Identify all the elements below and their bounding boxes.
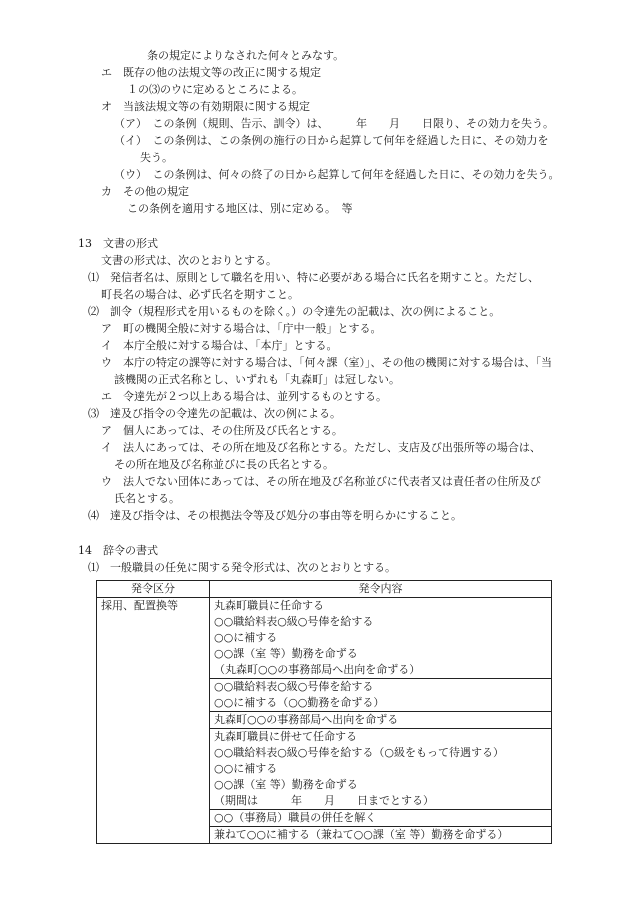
- content-line: 丸森町○○の事務部局へ出向を命ずる: [214, 713, 399, 726]
- text-line: その所在地及び名称並びに長の氏名とする。: [114, 458, 334, 471]
- text-line: 氏名とする。: [114, 492, 180, 505]
- text-line: ⑴ 一般職員の任免に関する発令形式は、次のとおりとする。: [88, 561, 396, 574]
- text-line: ウ 本庁の特定の課等に対する場合は、「何々課（室）」、その他の機関に対する場合は、「当: [101, 356, 552, 369]
- text-line: （ウ） この条例は、何々の終了の日から起算して何年を経過した日に、その効力を失う。: [114, 168, 560, 181]
- text-line: （ア） この条例（規則、告示、訓令）は、 年 月 日限り、その効力を失う。: [114, 117, 554, 130]
- text-line: ア 個人にあっては、その住所及び氏名とする。: [101, 424, 343, 437]
- section-heading-14: 14 辞令の書式: [78, 544, 158, 557]
- text-line: 失う。: [140, 151, 173, 164]
- text-line: 文書の形式は、次のとおりとする。: [101, 254, 277, 267]
- column-header: 発令内容: [210, 581, 552, 598]
- content-line: ○○職給料表○級○号俸を給する: [214, 615, 374, 628]
- content-cell: [210, 679, 552, 712]
- content-line: （期間は 年 月 日までとする）: [214, 794, 434, 807]
- appointment-table: [96, 580, 552, 844]
- text-line: この条例を適用する地区は、別に定める。 等: [127, 202, 353, 215]
- text-line: 条の規定によりなされた何々とみなす。: [147, 49, 345, 62]
- content-line: 丸森町職員に任命する: [214, 599, 324, 612]
- section-heading-13: 13 文書の形式: [78, 237, 158, 250]
- category-cell: 採用、配置換等: [97, 598, 210, 844]
- heading-e: エ 既存の他の法規文等の改正に関する規定: [101, 66, 321, 79]
- text-line: エ 令達先が２つ以上ある場合は、並列するものとする。: [101, 390, 387, 403]
- content-cell: [210, 827, 552, 844]
- content-cell: [210, 598, 552, 679]
- text-line: ⑵ 訓令（規程形式を用いるものを除く。）の令達先の記載は、次の例によること。: [88, 305, 501, 318]
- content-line: ○○（事務局）職員の併任を解く: [214, 811, 377, 824]
- content-cell: [210, 712, 552, 729]
- content-line: 丸森町職員に併せて任命する: [214, 730, 357, 743]
- text-line: 該機関の正式名称とし、いずれも「丸森町」は冠しない。: [114, 373, 400, 386]
- content-line: ○○に補する: [214, 631, 278, 644]
- text-line: ⑷ 達及び指令は、その根拠法令等及び処分の事由等を明らかにすること。: [88, 509, 462, 522]
- text-line: １の⑶のウに定めるところによる。: [127, 83, 303, 96]
- text-line: ア 町の機関全般に対する場合は、「庁中一般」とする。: [101, 322, 382, 335]
- text-line: （イ） この条例は、この条例の施行の日から起算して何年を経過した日に、その効力を: [114, 134, 549, 147]
- content-line: ○○職給料表○級○号俸を給する（○級をもって待遇する）: [214, 746, 504, 759]
- content-line: 兼ねて○○に補する（兼ねて○○課（室 等）勤務を命ずる）: [214, 828, 509, 841]
- column-header: 発令区分: [97, 581, 210, 598]
- table-row: [97, 598, 552, 679]
- content-cell: [210, 729, 552, 810]
- text-line: ⑴ 発信者名は、原則として職名を用い、特に必要がある場合に氏名を期すこと。ただし、: [88, 271, 539, 284]
- text-line: イ 法人にあっては、その所在地及び名称とする。ただし、支店及び出張所等の場合は、: [101, 441, 541, 454]
- content-line: ○○課（室 等）勤務を命ずる: [214, 778, 358, 791]
- text-line: イ 本庁全般に対する場合は、「本庁」とする。: [101, 339, 338, 352]
- content-line: ○○課（室 等）勤務を命ずる: [214, 647, 358, 660]
- content-cell: [210, 810, 552, 827]
- content-line: ○○に補する（○○勤務を命ずる）: [214, 696, 385, 709]
- text-line: ウ 法人でない団体にあっては、その所在地及び名称並びに代表者又は責任者の住所及び: [101, 475, 541, 488]
- text-line: 町長名の場合は、必ず氏名を期すこと。: [101, 288, 299, 301]
- heading-ka: カ その他の規定: [101, 185, 189, 198]
- content-line: ○○に補する: [214, 762, 278, 775]
- content-line: （丸森町○○の事務部局へ出向を命ずる）: [214, 663, 421, 676]
- table-header-row: [97, 581, 552, 598]
- heading-o: オ 当該法規文等の有効期限に関する規定: [101, 100, 310, 113]
- content-line: ○○職給料表○級○号俸を給する: [214, 680, 374, 693]
- text-line: ⑶ 達及び指令の令達先の記載は、次の例による。: [88, 407, 341, 420]
